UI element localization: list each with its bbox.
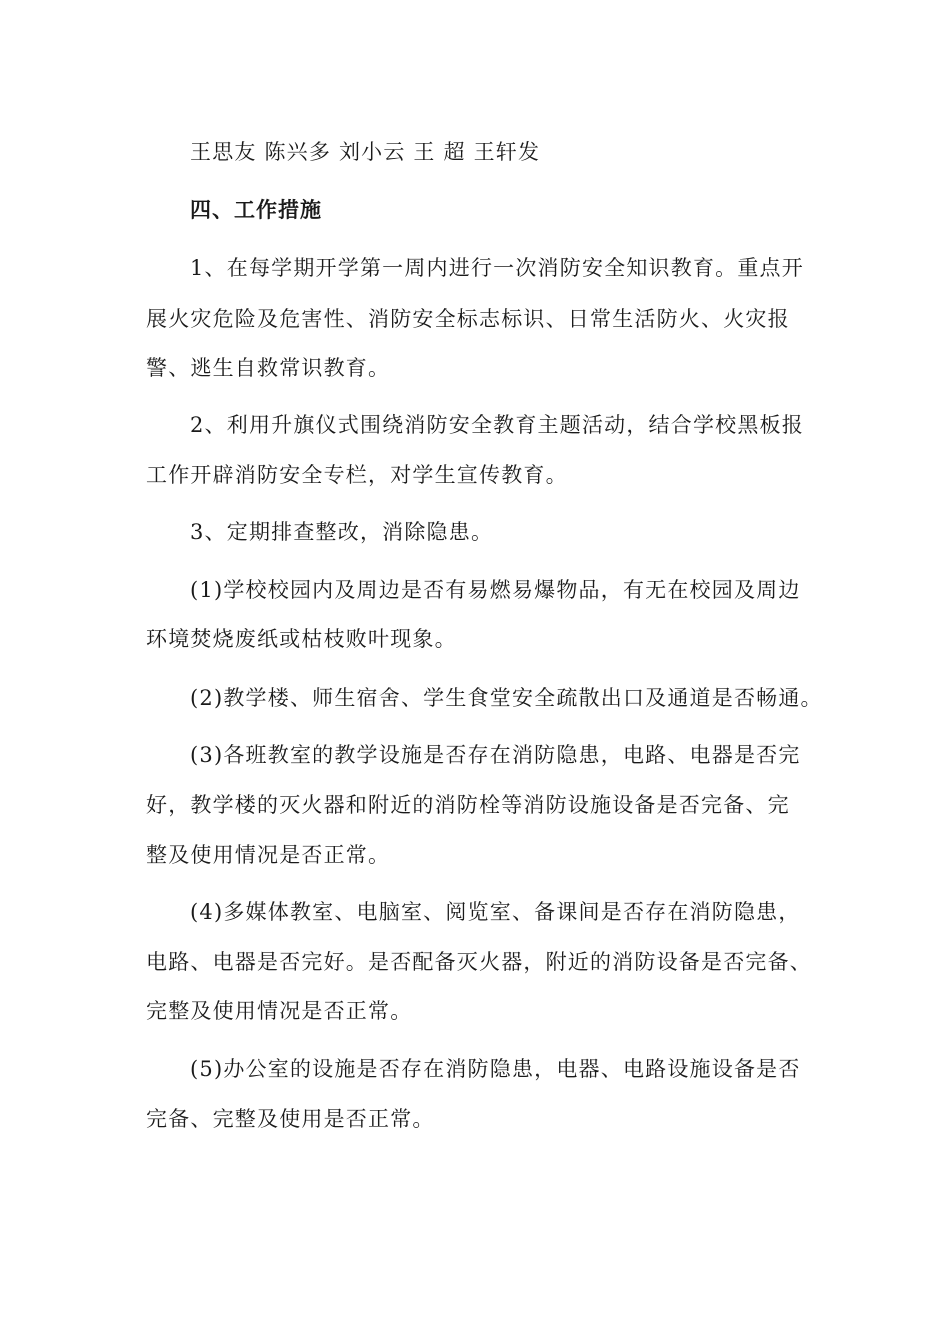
- paragraph-line: 3、定期排查整改，消除隐患。: [190, 520, 494, 544]
- paragraph-line: 整及使用情况是否正常。: [146, 843, 391, 867]
- paragraph-line: 1、在每学期开学第一周内进行一次消防安全知识教育。重点开: [190, 256, 804, 280]
- paragraph-line: 完备、完整及使用是否正常。: [146, 1107, 435, 1131]
- names-line: 王思友 陈兴多 刘小云 王 超 王轩发: [190, 140, 541, 164]
- paragraph-line: 好，教学楼的灭火器和附近的消防栓等消防设施设备是否完备、完: [146, 793, 790, 817]
- paragraph-line: 展火灾危险及危害性、消防安全标志标识、日常生活防火、火灾报: [146, 307, 790, 331]
- paragraph-line: 完整及使用情况是否正常。: [146, 999, 413, 1023]
- paragraph-line: (2)教学楼、师生宿舍、学生食堂安全疏散出口及通道是否畅通。: [190, 686, 823, 710]
- paragraph-line: 环境焚烧废纸或枯枝败叶现象。: [146, 627, 457, 651]
- section-heading: 四、工作措施: [190, 197, 322, 222]
- paragraph-line: 2、利用升旗仪式围绕消防安全教育主题活动，结合学校黑板报: [190, 413, 804, 437]
- paragraph-line: (5)办公室的设施是否存在消防隐患，电器、电路设施设备是否: [190, 1057, 801, 1081]
- paragraph-line: 工作开辟消防安全专栏，对学生宣传教育。: [146, 463, 568, 487]
- paragraph-line: (1)学校校园内及周边是否有易燃易爆物品，有无在校园及周边: [190, 578, 801, 602]
- paragraph-line: 电路、电器是否完好。是否配备灭火器，附近的消防设备是否完备、: [146, 950, 812, 974]
- paragraph-line: (3)各班教室的教学设施是否存在消防隐患，电路、电器是否完: [190, 743, 801, 767]
- paragraph-line: 警、逃生自救常识教育。: [146, 356, 391, 380]
- paragraph-line: (4)多媒体教室、电脑室、阅览室、备课间是否存在消防隐患，: [190, 900, 801, 924]
